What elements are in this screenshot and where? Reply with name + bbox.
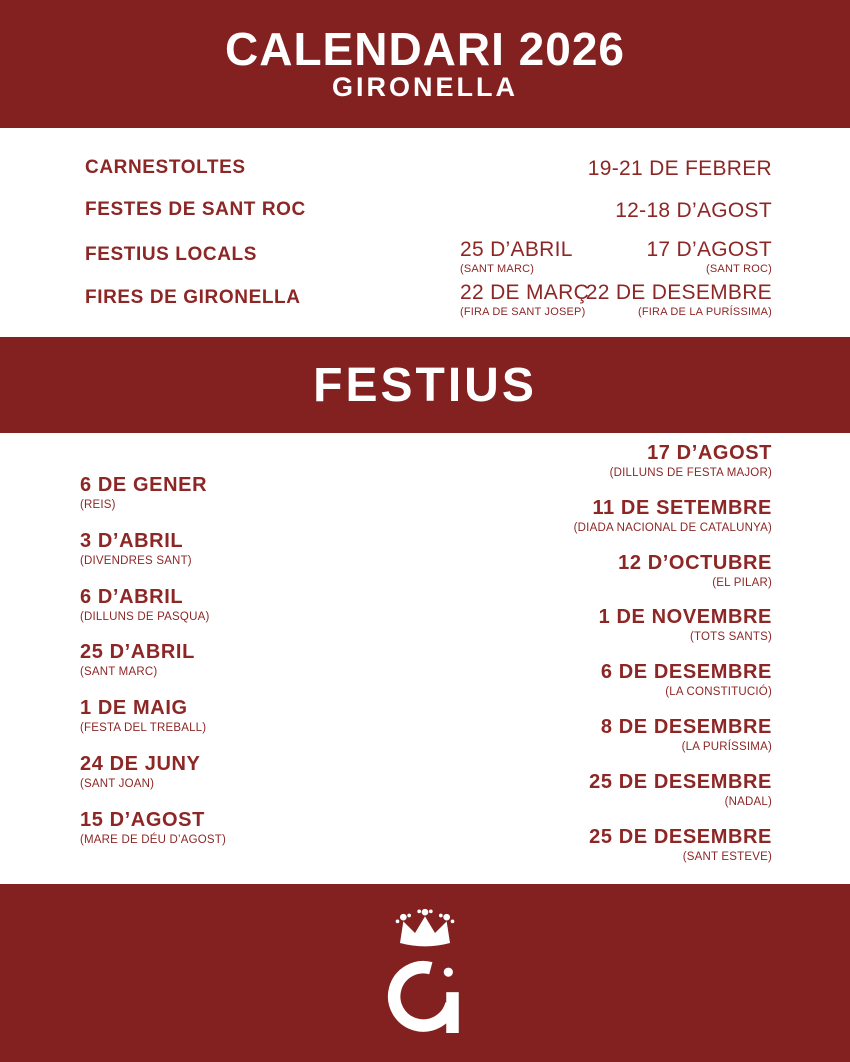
list-item — [80, 697, 226, 736]
festius-band — [0, 337, 850, 433]
festiu-note: (REIS) — [80, 499, 116, 511]
festiu-date: 6 DE GENER — [80, 474, 208, 496]
festiu-date: 11 DE SETEMBRE — [592, 496, 772, 519]
events-section — [85, 128, 772, 337]
event-date: 25 D’ABRIL — [460, 238, 573, 261]
event-date: 22 DE DESEMBRE — [585, 281, 772, 304]
festiu-date: 24 DE JUNY — [80, 752, 201, 775]
festiu-date: 1 DE MAIG — [80, 697, 188, 720]
festiu-note: (SANT MARC) — [80, 666, 158, 679]
event-date: 12-18 D’AGOST — [615, 199, 772, 222]
event-date: 17 D’AGOST — [646, 238, 772, 261]
event-date-cell — [615, 199, 772, 223]
event-note: (FIRA DE SANT JOSEP) — [460, 306, 586, 319]
event-note: (SANT ROC) — [706, 263, 772, 276]
list-item — [80, 586, 226, 625]
list-item — [80, 530, 226, 569]
list-item — [574, 442, 772, 481]
event-date-cell — [460, 238, 573, 276]
festiu-note: (TOTS SANTS) — [689, 631, 772, 644]
festiu-note: (LA PURÍSSIMA) — [681, 740, 772, 753]
festius-right-column — [574, 442, 772, 880]
event-date-cell — [586, 281, 772, 319]
festiu-date: 8 DE DESEMBRE — [600, 715, 772, 738]
page-subtitle: GIRONELLA — [332, 72, 518, 103]
festiu-date: 1 DE NOVEMBRE — [598, 606, 772, 629]
festiu-note: (NADAL) — [724, 795, 772, 808]
header-band — [0, 0, 850, 128]
festiu-note: (MARE DE DÉU D’AGOST) — [80, 833, 227, 846]
list-item — [574, 606, 772, 645]
list-item — [574, 661, 772, 700]
festiu-note: (DILLUNS DE PASQUA) — [80, 610, 210, 623]
list-item — [574, 826, 772, 865]
festiu-date: 3 D’ABRIL — [80, 529, 184, 552]
festiu-date: 15 D’AGOST — [80, 808, 205, 831]
event-row — [85, 281, 772, 319]
festiu-date: 25 DE DESEMBRE — [589, 770, 772, 793]
festiu-date: 12 D’OCTUBRE — [618, 551, 772, 574]
event-label: FIRES DE GIRONELLA — [85, 287, 301, 308]
event-note: (FIRA DE LA PURÍSSIMA) — [638, 306, 772, 319]
festiu-date: 25 D’ABRIL — [80, 641, 195, 664]
event-label: FESTES DE SANT ROC — [85, 199, 306, 220]
list-item — [574, 771, 772, 810]
festiu-note: (SANT JOAN) — [80, 777, 155, 790]
list-item — [80, 641, 226, 680]
festiu-note: (EL PILAR) — [712, 576, 772, 589]
event-date-cell — [588, 157, 772, 181]
footer-band — [0, 884, 850, 1062]
festiu-note: (FESTA DEL TREBALL) — [80, 722, 207, 735]
event-date: 22 DE MARÇ — [460, 281, 590, 304]
event-row — [85, 238, 772, 276]
list-item — [574, 716, 772, 755]
g-monogram-icon — [394, 967, 459, 1033]
gironella-logo — [375, 906, 475, 1040]
festiu-note: (DILLUNS DE FESTA MAJOR) — [609, 467, 772, 479]
festiu-note: (SANT ESTEVE) — [682, 850, 772, 863]
festiu-note: (LA CONSTITUCIÓ) — [665, 686, 772, 699]
event-note: (SANT MARC) — [460, 263, 535, 276]
list-item — [574, 552, 772, 591]
crown-icon — [396, 909, 455, 947]
festiu-note: (DIADA NACIONAL DE CATALUNYA) — [573, 521, 772, 534]
list-item — [574, 497, 772, 536]
festiu-date: 6 DE DESEMBRE — [600, 661, 772, 684]
event-label: CARNESTOLTES — [85, 157, 246, 178]
event-date: 19-21 DE FEBRER — [587, 157, 772, 180]
festiu-note: (DIVENDRES SANT) — [80, 554, 192, 567]
festius-left-column — [80, 474, 226, 865]
event-row — [85, 157, 772, 187]
list-item — [80, 753, 226, 792]
event-row — [85, 199, 772, 229]
page-title: CALENDARI 2026 — [225, 23, 625, 75]
list-item — [80, 809, 226, 848]
festius-title: FESTIUS — [313, 358, 537, 412]
event-date-cell — [460, 281, 589, 319]
festiu-date: 25 DE DESEMBRE — [589, 825, 772, 848]
event-date-cell — [646, 238, 772, 276]
event-label: FESTIUS LOCALS — [85, 244, 258, 265]
list-item — [80, 474, 226, 513]
festiu-date: 6 D’ABRIL — [80, 585, 184, 608]
festiu-date: 17 D’AGOST — [647, 442, 772, 464]
